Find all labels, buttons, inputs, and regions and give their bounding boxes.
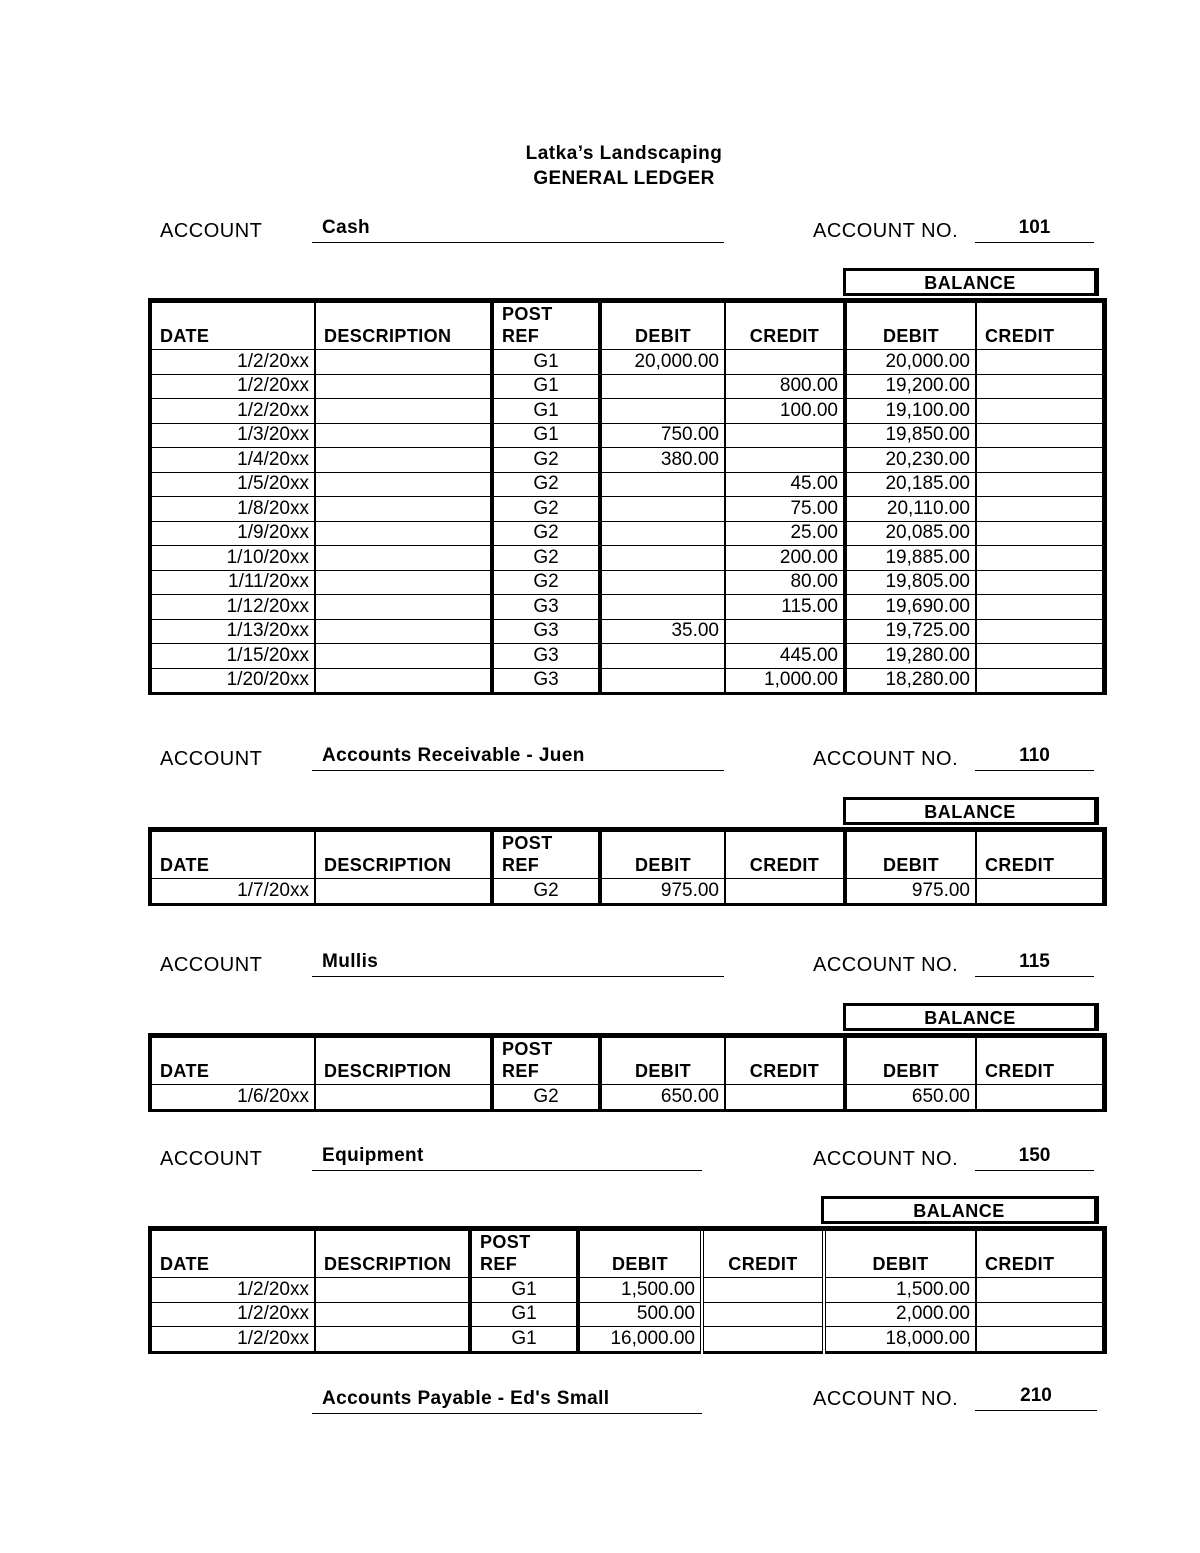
table-row: [150, 374, 1104, 399]
entry-date: 1/2/20xx: [150, 1327, 315, 1353]
account-label: ACCOUNT: [160, 748, 263, 770]
entry-post-ref: G1: [492, 399, 600, 424]
entry-balance-debit: 2,000.00: [824, 1302, 976, 1327]
entry-debit: [600, 472, 725, 497]
entry-credit: [725, 619, 845, 644]
entry-balance-credit: [976, 1085, 1104, 1111]
col-date: DATE: [150, 301, 315, 350]
account-number: 101: [975, 217, 1094, 243]
entry-balance-credit: [976, 423, 1104, 448]
entry-balance-credit: [976, 619, 1104, 644]
entry-balance-debit: 20,110.00: [845, 497, 976, 522]
col-balance-debit: DEBIT: [845, 830, 976, 879]
col-debit: DEBIT: [600, 830, 725, 879]
col-post-ref: POST REF: [470, 1229, 578, 1278]
entry-debit: 20,000.00: [600, 350, 725, 375]
entry-description: [315, 399, 492, 424]
entry-description: [315, 1278, 470, 1303]
entry-debit: [600, 570, 725, 595]
entry-balance-credit: [976, 350, 1104, 375]
table-row: [150, 423, 1104, 448]
entry-balance-credit: [976, 595, 1104, 620]
table-row: [150, 570, 1104, 595]
ledger-grid: [148, 1033, 1107, 1112]
table-row: [150, 546, 1104, 571]
entry-description: [315, 668, 492, 694]
entry-debit: 16,000.00: [578, 1327, 702, 1353]
table-row: [150, 350, 1104, 375]
table-row: [150, 879, 1104, 905]
entry-date: 1/11/20xx: [150, 570, 315, 595]
entry-balance-debit: 19,100.00: [845, 399, 976, 424]
ledger-grid: [148, 298, 1107, 695]
entry-post-ref: G1: [470, 1302, 578, 1327]
entry-debit: 35.00: [600, 619, 725, 644]
entry-balance-debit: 20,085.00: [845, 521, 976, 546]
col-balance-credit: CREDIT: [976, 1229, 1104, 1278]
entry-debit: [600, 374, 725, 399]
account-no-label: ACCOUNT NO.: [813, 220, 959, 242]
ledger-grid: [148, 827, 1107, 906]
balance-header: BALANCE: [843, 797, 1099, 825]
entry-date: 1/2/20xx: [150, 1302, 315, 1327]
entry-balance-debit: 20,230.00: [845, 448, 976, 473]
entry-debit: 1,500.00: [578, 1278, 702, 1303]
entry-credit: [702, 1278, 824, 1303]
col-description: DESCRIPTION: [315, 830, 492, 879]
entry-post-ref: G1: [470, 1327, 578, 1353]
entry-balance-credit: [976, 521, 1104, 546]
entry-post-ref: G1: [470, 1278, 578, 1303]
entry-balance-debit: 19,200.00: [845, 374, 976, 399]
account-no-label: ACCOUNT NO.: [813, 954, 959, 976]
entry-post-ref: G3: [492, 619, 600, 644]
account-name: Accounts Receivable - Juen: [312, 745, 724, 771]
entry-debit: [600, 521, 725, 546]
ledger-grid: [148, 1226, 1107, 1354]
entry-description: [315, 644, 492, 669]
entry-credit: [725, 350, 845, 375]
entry-balance-credit: [976, 546, 1104, 571]
col-description: DESCRIPTION: [315, 301, 492, 350]
entry-post-ref: G2: [492, 570, 600, 595]
table-row: [150, 521, 1104, 546]
col-post-ref: POST REF: [492, 301, 600, 350]
entry-debit: 975.00: [600, 879, 725, 905]
entry-balance-debit: 19,885.00: [845, 546, 976, 571]
entry-description: [315, 521, 492, 546]
entry-debit: 500.00: [578, 1302, 702, 1327]
entry-description: [315, 472, 492, 497]
entry-date: 1/7/20xx: [150, 879, 315, 905]
entry-description: [315, 619, 492, 644]
table-row: [150, 399, 1104, 424]
entry-post-ref: G1: [492, 374, 600, 399]
entry-post-ref: G1: [492, 423, 600, 448]
entry-credit: [725, 879, 845, 905]
entry-description: [315, 448, 492, 473]
col-balance-debit: DEBIT: [845, 1036, 976, 1085]
entry-credit: 25.00: [725, 521, 845, 546]
table-row: [150, 1278, 1104, 1303]
col-description: DESCRIPTION: [315, 1229, 470, 1278]
entry-date: 1/5/20xx: [150, 472, 315, 497]
col-credit: CREDIT: [725, 830, 845, 879]
account-name: Cash: [312, 217, 724, 243]
account-name: Accounts Payable - Ed's Small: [312, 1388, 702, 1414]
balance-header: BALANCE: [843, 1003, 1099, 1031]
entry-description: [315, 595, 492, 620]
entry-post-ref: G2: [492, 472, 600, 497]
entry-description: [315, 350, 492, 375]
entry-balance-debit: 20,000.00: [845, 350, 976, 375]
balance-header: BALANCE: [821, 1196, 1099, 1224]
entry-description: [315, 879, 492, 905]
account-no-label: ACCOUNT NO.: [813, 1148, 959, 1170]
entry-description: [315, 1327, 470, 1353]
table-row: [150, 1302, 1104, 1327]
entry-date: 1/12/20xx: [150, 595, 315, 620]
entry-debit: [600, 497, 725, 522]
col-credit: CREDIT: [725, 1036, 845, 1085]
table-row: [150, 497, 1104, 522]
col-date: DATE: [150, 830, 315, 879]
col-debit: DEBIT: [578, 1229, 702, 1278]
entry-credit: [702, 1302, 824, 1327]
entry-balance-credit: [976, 1278, 1104, 1303]
entry-balance-credit: [976, 448, 1104, 473]
entry-credit: 800.00: [725, 374, 845, 399]
entry-credit: 445.00: [725, 644, 845, 669]
entry-debit: [600, 399, 725, 424]
col-post-ref: POST REF: [492, 830, 600, 879]
entry-debit: [600, 668, 725, 694]
entry-date: 1/13/20xx: [150, 619, 315, 644]
balance-header: BALANCE: [843, 268, 1099, 296]
entry-post-ref: G2: [492, 521, 600, 546]
entry-date: 1/15/20xx: [150, 644, 315, 669]
entry-balance-credit: [976, 399, 1104, 424]
entry-debit: 380.00: [600, 448, 725, 473]
entry-balance-credit: [976, 644, 1104, 669]
entry-balance-credit: [976, 668, 1104, 694]
col-post-ref: POST REF: [492, 1036, 600, 1085]
entry-credit: 200.00: [725, 546, 845, 571]
account-label: ACCOUNT: [160, 954, 263, 976]
entry-description: [315, 374, 492, 399]
entry-balance-debit: 1,500.00: [824, 1278, 976, 1303]
account-no-label: ACCOUNT NO.: [813, 748, 959, 770]
entry-balance-credit: [976, 879, 1104, 905]
entry-description: [315, 1085, 492, 1111]
table-row: [150, 448, 1104, 473]
entry-credit: 115.00: [725, 595, 845, 620]
entry-credit: 100.00: [725, 399, 845, 424]
col-credit: CREDIT: [702, 1229, 824, 1278]
entry-debit: 650.00: [600, 1085, 725, 1111]
col-description: DESCRIPTION: [315, 1036, 492, 1085]
table-row: [150, 595, 1104, 620]
entry-credit: 75.00: [725, 497, 845, 522]
account-no-label: ACCOUNT NO.: [813, 1388, 959, 1410]
table-row: [150, 1085, 1104, 1111]
entry-credit: 45.00: [725, 472, 845, 497]
entry-debit: 750.00: [600, 423, 725, 448]
table-row: [150, 1327, 1104, 1353]
entry-date: 1/2/20xx: [150, 350, 315, 375]
entry-balance-debit: 19,690.00: [845, 595, 976, 620]
entry-balance-debit: 19,725.00: [845, 619, 976, 644]
entry-description: [315, 570, 492, 595]
entry-date: 1/4/20xx: [150, 448, 315, 473]
entry-balance-credit: [976, 472, 1104, 497]
entry-balance-credit: [976, 1302, 1104, 1327]
entry-description: [315, 546, 492, 571]
account-label: ACCOUNT: [160, 1148, 263, 1170]
entry-balance-debit: 19,805.00: [845, 570, 976, 595]
entry-date: 1/10/20xx: [150, 546, 315, 571]
entry-balance-credit: [976, 1327, 1104, 1353]
entry-date: 1/6/20xx: [150, 1085, 315, 1111]
entry-balance-debit: 20,185.00: [845, 472, 976, 497]
entry-balance-debit: 975.00: [845, 879, 976, 905]
entry-description: [315, 1302, 470, 1327]
account-label: ACCOUNT: [160, 220, 263, 242]
entry-credit: [702, 1327, 824, 1353]
entry-balance-credit: [976, 374, 1104, 399]
table-row: [150, 668, 1104, 694]
entry-balance-debit: 18,000.00: [824, 1327, 976, 1353]
col-date: DATE: [150, 1229, 315, 1278]
entry-date: 1/8/20xx: [150, 497, 315, 522]
entry-date: 1/2/20xx: [150, 399, 315, 424]
entry-debit: [600, 644, 725, 669]
entry-date: 1/2/20xx: [150, 374, 315, 399]
col-credit: CREDIT: [725, 301, 845, 350]
col-debit: DEBIT: [600, 301, 725, 350]
entry-balance-debit: 19,850.00: [845, 423, 976, 448]
entry-credit: [725, 423, 845, 448]
col-balance-credit: CREDIT: [976, 830, 1104, 879]
table-row: [150, 619, 1104, 644]
col-balance-credit: CREDIT: [976, 1036, 1104, 1085]
entry-debit: [600, 546, 725, 571]
entry-post-ref: G2: [492, 879, 600, 905]
account-number: 150: [975, 1145, 1094, 1171]
entry-date: 1/2/20xx: [150, 1278, 315, 1303]
entry-balance-debit: 18,280.00: [845, 668, 976, 694]
ledger-title: GENERAL LEDGER: [533, 168, 715, 189]
account-number: 115: [975, 951, 1094, 977]
entry-balance-debit: 650.00: [845, 1085, 976, 1111]
company-name: Latka’s Landscaping: [525, 143, 723, 164]
entry-description: [315, 497, 492, 522]
entry-balance-debit: 19,280.00: [845, 644, 976, 669]
account-number: 210: [975, 1385, 1097, 1411]
entry-post-ref: G2: [492, 1085, 600, 1111]
entry-description: [315, 423, 492, 448]
entry-post-ref: G3: [492, 644, 600, 669]
table-row: [150, 644, 1104, 669]
account-name: Equipment: [312, 1145, 702, 1171]
col-debit: DEBIT: [600, 1036, 725, 1085]
col-date: DATE: [150, 1036, 315, 1085]
entry-debit: [600, 595, 725, 620]
entry-balance-credit: [976, 497, 1104, 522]
col-balance-debit: DEBIT: [845, 301, 976, 350]
entry-post-ref: G2: [492, 448, 600, 473]
col-balance-debit: DEBIT: [824, 1229, 976, 1278]
entry-date: 1/20/20xx: [150, 668, 315, 694]
entry-date: 1/9/20xx: [150, 521, 315, 546]
entry-date: 1/3/20xx: [150, 423, 315, 448]
col-balance-credit: CREDIT: [976, 301, 1104, 350]
entry-credit: 80.00: [725, 570, 845, 595]
entry-post-ref: G3: [492, 668, 600, 694]
account-number: 110: [975, 745, 1094, 771]
entry-balance-credit: [976, 570, 1104, 595]
entry-post-ref: G3: [492, 595, 600, 620]
entry-credit: 1,000.00: [725, 668, 845, 694]
account-name: Mullis: [312, 951, 724, 977]
table-row: [150, 472, 1104, 497]
entry-credit: [725, 448, 845, 473]
entry-post-ref: G2: [492, 497, 600, 522]
entry-credit: [725, 1085, 845, 1111]
entry-post-ref: G2: [492, 546, 600, 571]
entry-post-ref: G1: [492, 350, 600, 375]
